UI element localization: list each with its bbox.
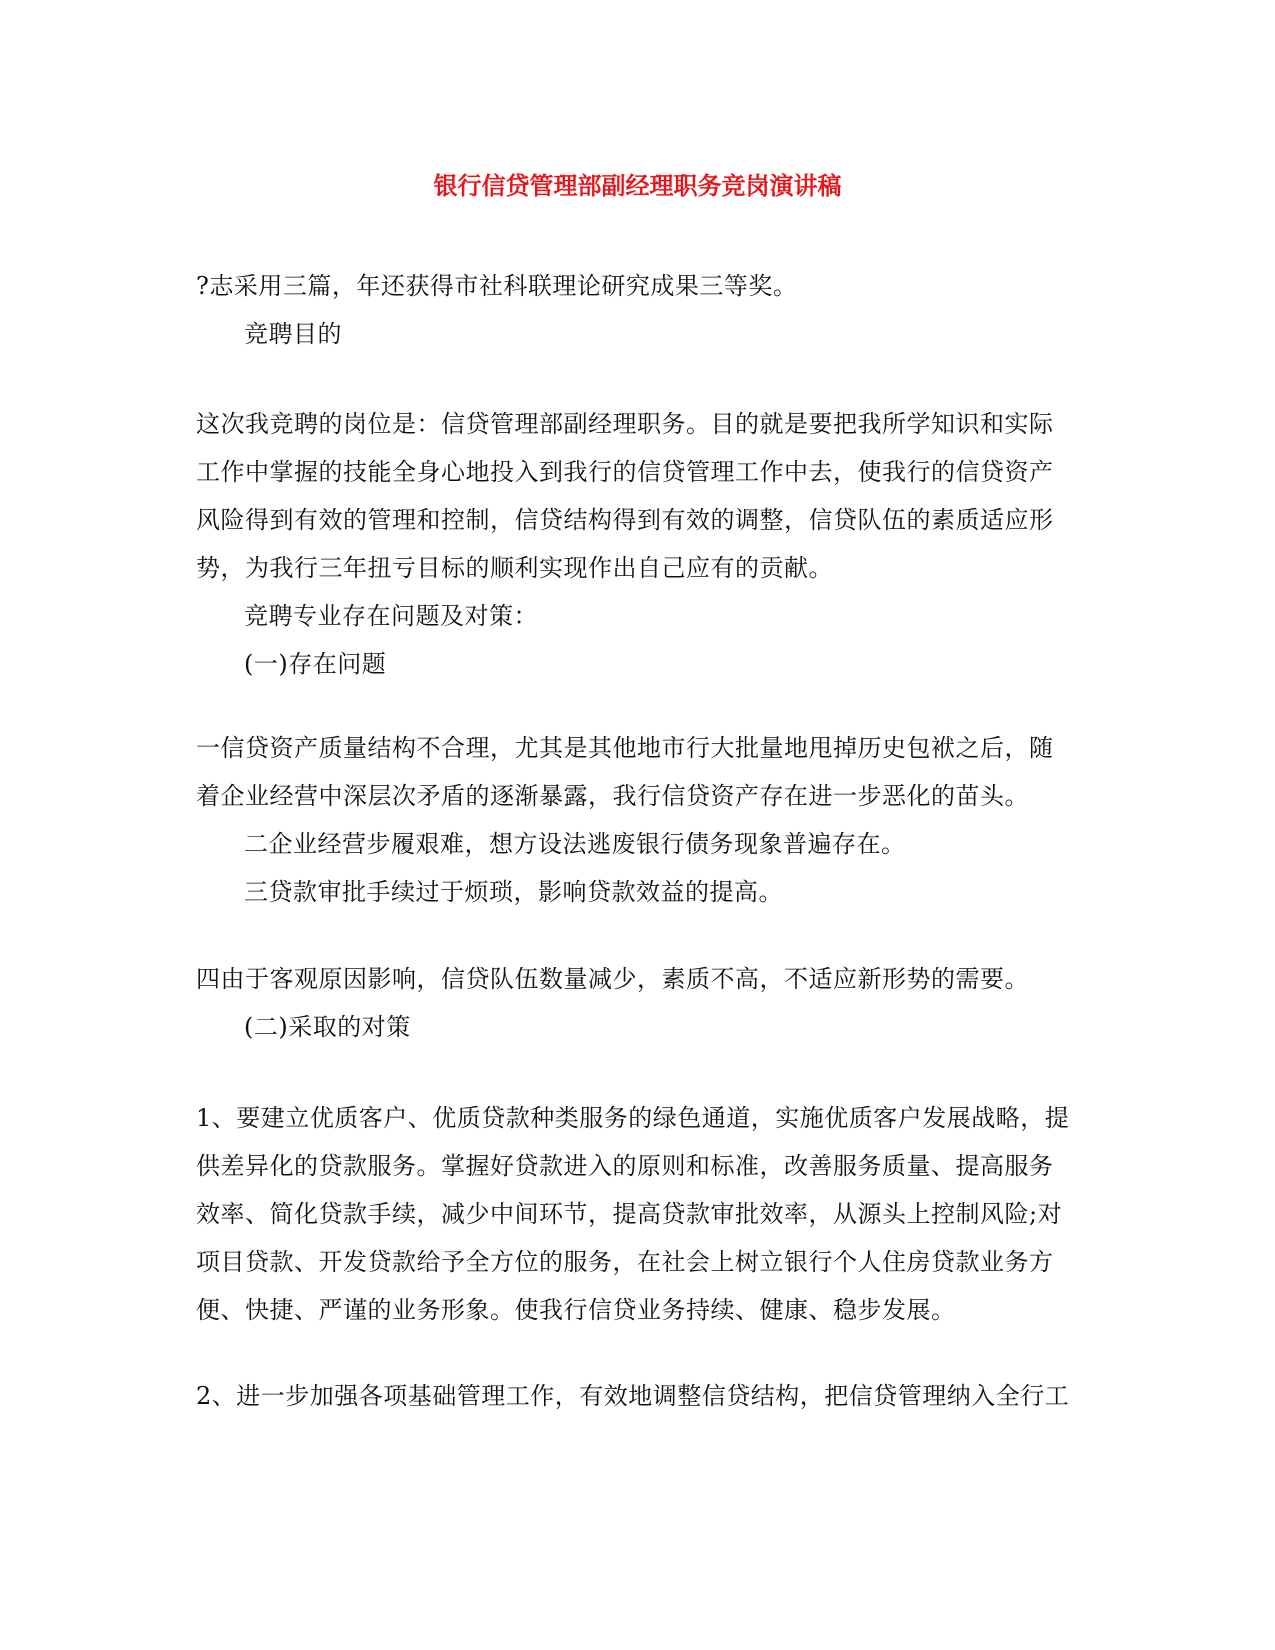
document-title: 银行信贷管理部副经理职务竞岗演讲稿 <box>433 171 842 200</box>
paragraph-problem-four <box>196 955 1076 1051</box>
paragraph-line: 工作中掌握的技能全身心地投入到我行的信贷管理工作中去，使我行的信贷资产 <box>196 458 1054 486</box>
paragraph-intro <box>196 262 1076 358</box>
paragraph-line: 风险得到有效的管理和控制，信贷结构得到有效的调整，信贷队伍的素质适应形 <box>196 506 1054 534</box>
paragraph-line: 二企业经营步履艰难，想方设法逃废银行债务现象普遍存在。 <box>244 830 906 858</box>
paragraph-line: 四由于客观原因影响，信贷队伍数量减少，素质不高，不适应新形势的需要。 <box>196 965 1029 993</box>
paragraph-line: 2、进一步加强各项基础管理工作，有效地调整信贷结构，把信贷管理纳入全行工 <box>196 1382 1070 1410</box>
paragraph-line: 供差异化的贷款服务。掌握好贷款进入的原则和标准，改善服务质量、提高服务 <box>196 1152 1054 1180</box>
paragraph-line: 这次我竞聘的岗位是：信贷管理部副经理职务。目的就是要把我所学知识和实际 <box>196 410 1054 438</box>
paragraph-problems <box>196 724 1076 916</box>
paragraph-line: 效率、简化贷款手续，减少中间环节，提高贷款审批效率，从源头上控制风险;对 <box>196 1200 1063 1228</box>
paragraph-measure-one <box>196 1094 1076 1334</box>
paragraph-measure-two <box>196 1372 1076 1420</box>
paragraph-line: 一信贷资产质量结构不合理，尤其是其他地市行大批量地甩掉历史包袱之后，随 <box>196 734 1054 762</box>
heading-sub-problems: (一)存在问题 <box>244 650 387 678</box>
heading-problems: 竞聘专业存在问题及对策： <box>244 602 538 630</box>
paragraph-line: 着企业经营中深层次矛盾的逐渐暴露，我行信贷资产存在进一步恶化的苗头。 <box>196 782 1029 810</box>
paragraph-line: 三贷款审批手续过于烦琐，影响贷款效益的提高。 <box>244 878 783 906</box>
paragraph-line: ?志采用三篇，年还获得市社科联理论研究成果三等奖。 <box>196 272 798 300</box>
paragraph-goal <box>196 400 1076 688</box>
heading-sub-measures: (二)采取的对策 <box>244 1013 411 1041</box>
heading-goal: 竞聘目的 <box>244 320 342 348</box>
paragraph-line: 1、要建立优质客户、优质贷款种类服务的绿色通道，实施优质客户发展战略，提 <box>196 1104 1070 1132</box>
paragraph-line: 便、快捷、严谨的业务形象。使我行信贷业务持续、健康、稳步发展。 <box>196 1296 956 1324</box>
paragraph-line: 势，为我行三年扭亏目标的顺利实现作出自己应有的贡献。 <box>196 554 833 582</box>
paragraph-line: 项目贷款、开发贷款给予全方位的服务，在社会上树立银行个人住房贷款业务方 <box>196 1248 1054 1276</box>
